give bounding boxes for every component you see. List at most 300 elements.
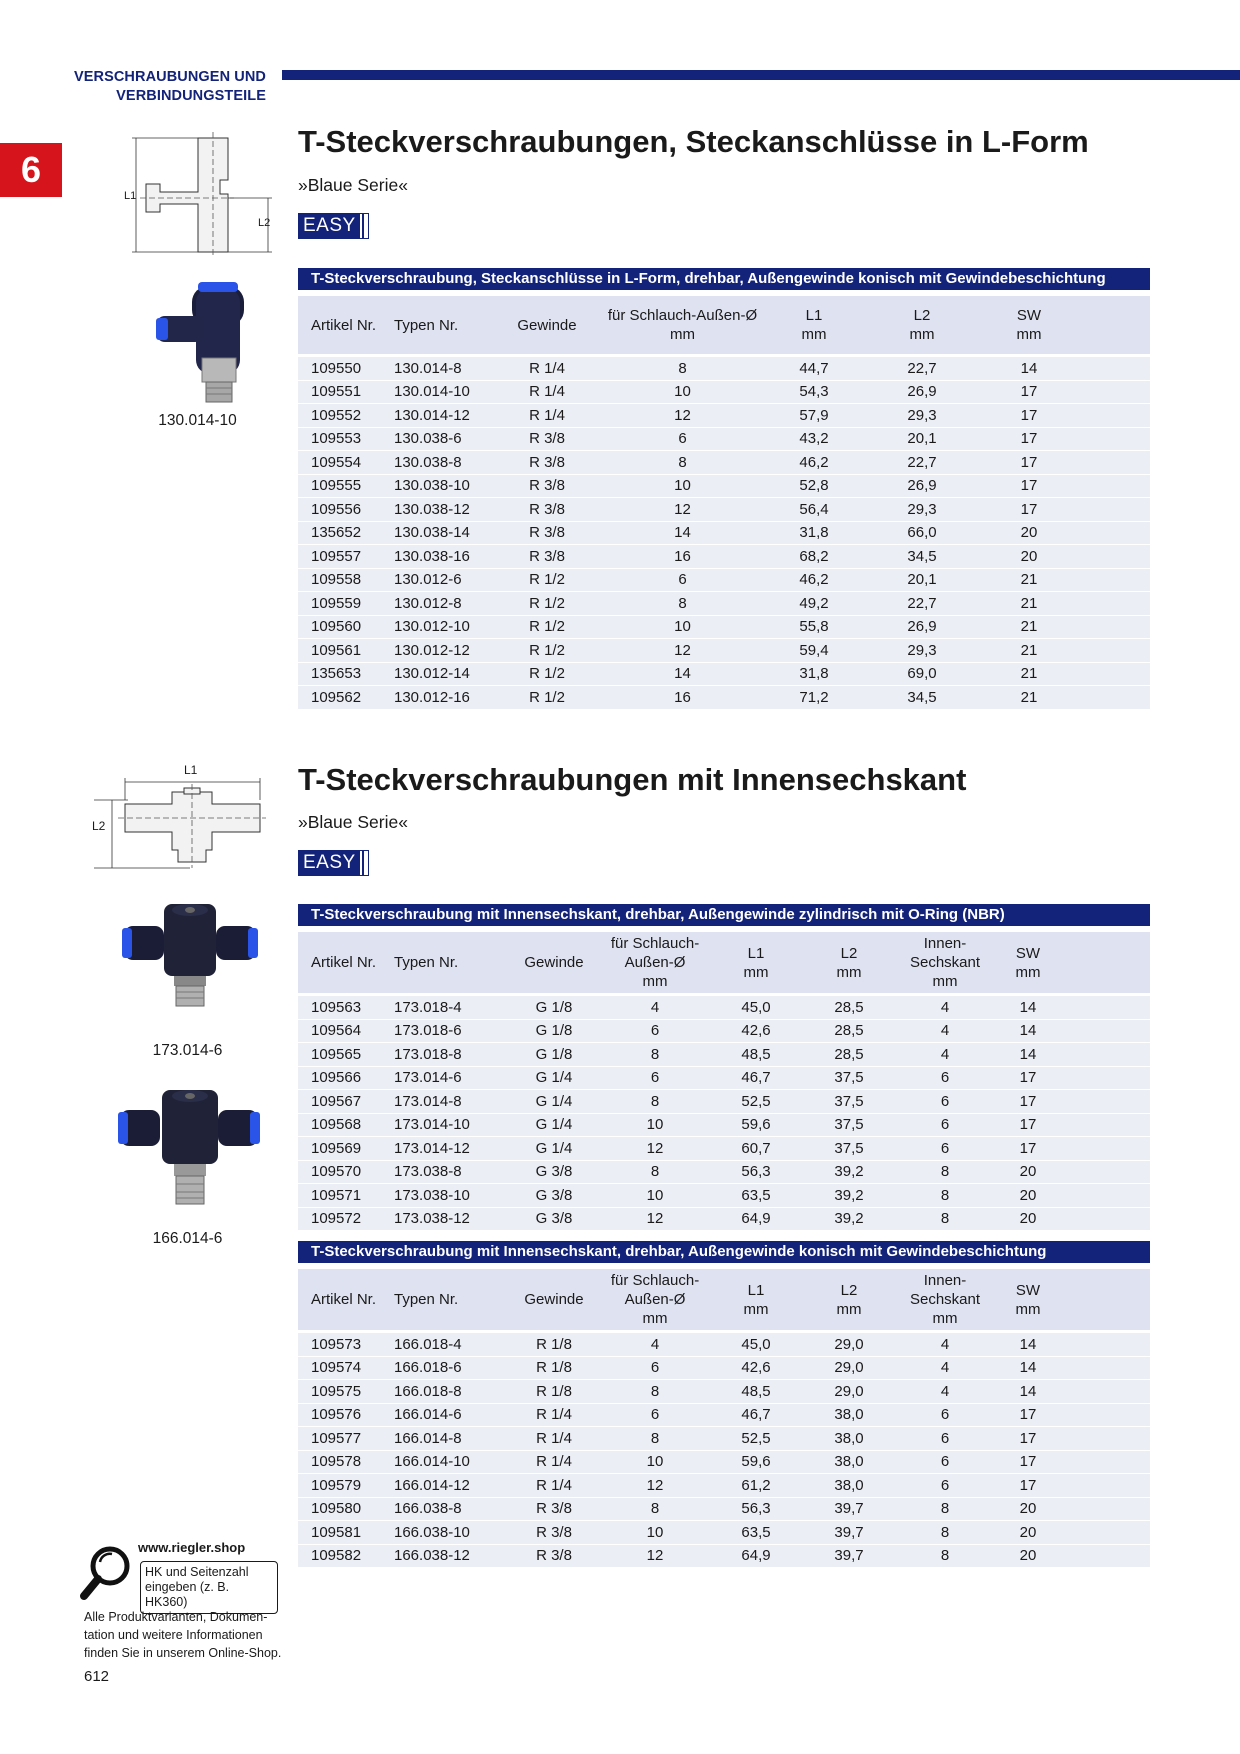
chapter-tab: 6 bbox=[0, 143, 62, 197]
table-cell: 8 bbox=[585, 451, 780, 475]
easy-badge-text: EASY bbox=[299, 214, 360, 238]
table-cell: 21 bbox=[996, 592, 1062, 616]
diagram2-l1-label: L1 bbox=[184, 763, 198, 777]
table-cell: 109551 bbox=[298, 380, 394, 404]
table-cell: 21 bbox=[996, 568, 1062, 592]
table-cell-spacer bbox=[1062, 639, 1150, 663]
table-cell: 130.038-6 bbox=[394, 427, 509, 451]
shop-hint-line1: HK und Seitenzahl bbox=[145, 1565, 249, 1579]
table-cell: 20 bbox=[993, 1207, 1063, 1231]
table-cell: 49,2 bbox=[780, 592, 848, 616]
table-cell: 109576 bbox=[298, 1403, 394, 1427]
table-cell: 29,0 bbox=[801, 1333, 897, 1357]
table-cell: 12 bbox=[585, 498, 780, 522]
table-cell: 4 bbox=[599, 1333, 711, 1357]
table-cell: 60,7 bbox=[711, 1137, 801, 1161]
col-l2-unit: mm bbox=[836, 963, 862, 981]
table-cell-spacer bbox=[1062, 521, 1150, 545]
table-row bbox=[298, 1043, 1150, 1067]
table-cell-spacer bbox=[1063, 1066, 1150, 1090]
table-cell: G 1/8 bbox=[509, 1043, 599, 1067]
table-cell: 39,2 bbox=[801, 1160, 897, 1184]
table-cell: 4 bbox=[897, 1333, 993, 1357]
table2-body bbox=[298, 996, 1150, 1231]
table-cell-spacer bbox=[1062, 662, 1150, 686]
table-cell: 17 bbox=[996, 474, 1062, 498]
table-cell: 109575 bbox=[298, 1380, 394, 1404]
table-cell: R 1/4 bbox=[509, 1474, 599, 1498]
table-cell: 42,6 bbox=[711, 1356, 801, 1380]
table-cell: 28,5 bbox=[801, 996, 897, 1020]
col-l1 bbox=[711, 1269, 801, 1330]
col-gewinde: Gewinde bbox=[524, 1291, 584, 1308]
col-sw-name: SW bbox=[1016, 307, 1042, 324]
table-cell: 14 bbox=[993, 996, 1063, 1020]
table-cell: 38,0 bbox=[801, 1474, 897, 1498]
table-cell: 14 bbox=[993, 1019, 1063, 1043]
col-inn-line2: Sechskant bbox=[909, 954, 981, 971]
col-typen: Typen Nr. bbox=[394, 954, 459, 971]
table-cell: 12 bbox=[585, 404, 780, 428]
top-rule bbox=[282, 70, 1240, 80]
table-cell: 130.012-8 bbox=[394, 592, 509, 616]
table-cell-spacer bbox=[1062, 545, 1150, 569]
table-cell-spacer bbox=[1063, 1497, 1150, 1521]
table-row bbox=[298, 615, 1150, 639]
table-cell: 109568 bbox=[298, 1113, 394, 1137]
table-cell: R 3/8 bbox=[509, 521, 585, 545]
table-cell: 39,2 bbox=[801, 1207, 897, 1231]
table-cell: 173.018-6 bbox=[394, 1019, 509, 1043]
table-cell: 6 bbox=[897, 1474, 993, 1498]
table-cell: 109566 bbox=[298, 1066, 394, 1090]
table-cell: 10 bbox=[585, 474, 780, 498]
table-cell-spacer bbox=[1062, 427, 1150, 451]
table-cell: 109569 bbox=[298, 1137, 394, 1161]
table-cell: 173.018-4 bbox=[394, 996, 509, 1020]
shop-info-line1: Alle Produktvarianten, Dokumen- bbox=[84, 1610, 268, 1624]
shop-hint-line2: eingeben (z. B. HK360) bbox=[145, 1580, 230, 1609]
table-cell: 56,3 bbox=[711, 1160, 801, 1184]
table-cell: 44,7 bbox=[780, 357, 848, 381]
table-cell: 166.038-8 bbox=[394, 1497, 509, 1521]
table-cell: 109574 bbox=[298, 1356, 394, 1380]
col-sw bbox=[993, 1269, 1063, 1330]
table-cell: 6 bbox=[599, 1019, 711, 1043]
table-cell: G 3/8 bbox=[509, 1160, 599, 1184]
table-cell-spacer bbox=[1063, 1403, 1150, 1427]
table-row bbox=[298, 1019, 1150, 1043]
table-cell: 109581 bbox=[298, 1521, 394, 1545]
table-cell: 45,0 bbox=[711, 996, 801, 1020]
table-cell: 46,7 bbox=[711, 1403, 801, 1427]
table-cell: 109572 bbox=[298, 1207, 394, 1231]
table-cell: 6 bbox=[599, 1356, 711, 1380]
table-cell-spacer bbox=[1062, 357, 1150, 381]
table-cell: 21 bbox=[996, 662, 1062, 686]
table-row bbox=[298, 1403, 1150, 1427]
table-cell: R 1/8 bbox=[509, 1333, 599, 1357]
table-cell: 109559 bbox=[298, 592, 394, 616]
table-cell: 130.012-14 bbox=[394, 662, 509, 686]
table-cell: 6 bbox=[897, 1066, 993, 1090]
table-row bbox=[298, 451, 1150, 475]
table-cell: R 1/4 bbox=[509, 1403, 599, 1427]
table-cell: 6 bbox=[897, 1113, 993, 1137]
table-cell-spacer bbox=[1062, 474, 1150, 498]
table-cell: 130.012-12 bbox=[394, 639, 509, 663]
table-cell: 26,9 bbox=[848, 380, 996, 404]
table-cell: 46,2 bbox=[780, 451, 848, 475]
table-cell: 38,0 bbox=[801, 1403, 897, 1427]
table-cell: 28,5 bbox=[801, 1019, 897, 1043]
table-cell: 34,5 bbox=[848, 545, 996, 569]
table-cell: 37,5 bbox=[801, 1066, 897, 1090]
col-sw-unit: mm bbox=[1015, 963, 1041, 981]
table-cell: 12 bbox=[585, 639, 780, 663]
table-cell: R 1/4 bbox=[509, 404, 585, 428]
table-cell: 21 bbox=[996, 615, 1062, 639]
table-cell: 8 bbox=[897, 1544, 993, 1568]
category-heading bbox=[62, 68, 266, 106]
table-cell: 17 bbox=[993, 1137, 1063, 1161]
table-cell: 20 bbox=[993, 1184, 1063, 1208]
col-l1-name: L1 bbox=[805, 307, 823, 324]
section1-series: »Blaue Serie« bbox=[298, 175, 408, 195]
table-cell: 20 bbox=[993, 1544, 1063, 1568]
table-cell: R 1/4 bbox=[509, 1427, 599, 1451]
table-cell: R 3/8 bbox=[509, 474, 585, 498]
table-cell: 166.018-6 bbox=[394, 1356, 509, 1380]
table-cell: 109558 bbox=[298, 568, 394, 592]
table-cell: 109582 bbox=[298, 1544, 394, 1568]
table-cell-spacer bbox=[1062, 568, 1150, 592]
table-row bbox=[298, 1160, 1150, 1184]
table-cell: 8 bbox=[599, 1043, 711, 1067]
col-schlauch bbox=[599, 1269, 711, 1330]
table-cell: 8 bbox=[897, 1160, 993, 1184]
table-cell: 6 bbox=[585, 568, 780, 592]
diagram2-l2-label: L2 bbox=[92, 819, 106, 833]
table-cell: 109564 bbox=[298, 1019, 394, 1043]
table-cell: 10 bbox=[585, 380, 780, 404]
table-cell: 10 bbox=[599, 1450, 711, 1474]
table-cell: 166.038-10 bbox=[394, 1521, 509, 1545]
table-cell: 14 bbox=[585, 662, 780, 686]
table-cell: 6 bbox=[897, 1090, 993, 1114]
table-cell-spacer bbox=[1062, 686, 1150, 710]
table-cell: 166.014-10 bbox=[394, 1450, 509, 1474]
table-cell: R 1/8 bbox=[509, 1380, 599, 1404]
table-cell: 20 bbox=[993, 1160, 1063, 1184]
col-artikel: Artikel Nr. bbox=[311, 954, 377, 971]
col-spacer bbox=[1063, 1269, 1150, 1330]
table-cell: 52,8 bbox=[780, 474, 848, 498]
col-sw-unit: mm bbox=[1016, 326, 1042, 343]
table-row bbox=[298, 1450, 1150, 1474]
table-row bbox=[298, 498, 1150, 522]
table-cell: 22,7 bbox=[848, 451, 996, 475]
table-cell-spacer bbox=[1063, 1090, 1150, 1114]
table-cell: 6 bbox=[897, 1427, 993, 1451]
col-sw-name: SW bbox=[1015, 1281, 1041, 1299]
table-cell-spacer bbox=[1063, 1113, 1150, 1137]
table-cell: 64,9 bbox=[711, 1207, 801, 1231]
table-cell: 63,5 bbox=[711, 1184, 801, 1208]
table-cell: 4 bbox=[897, 1356, 993, 1380]
table-cell: 109561 bbox=[298, 639, 394, 663]
table-cell: R 3/8 bbox=[509, 1521, 599, 1545]
table-cell: 130.038-12 bbox=[394, 498, 509, 522]
table-cell: G 3/8 bbox=[509, 1207, 599, 1231]
col-schlauch-line2: Außen-Ø bbox=[624, 954, 686, 971]
table-row bbox=[298, 1544, 1150, 1568]
col-l2-unit: mm bbox=[836, 1300, 862, 1318]
table-cell: 20 bbox=[996, 545, 1062, 569]
table-cell: 166.014-12 bbox=[394, 1474, 509, 1498]
shop-url-link[interactable]: www.riegler.shop bbox=[138, 1540, 246, 1555]
table-row bbox=[298, 1356, 1150, 1380]
l-form-dimension-diagram bbox=[122, 132, 282, 262]
col-sw-name: SW bbox=[1015, 944, 1041, 962]
diagram-l2-label: L2 bbox=[258, 217, 271, 229]
table-cell: 17 bbox=[996, 451, 1062, 475]
table-cell: 17 bbox=[993, 1474, 1063, 1498]
table-cell: 17 bbox=[996, 427, 1062, 451]
table-row bbox=[298, 686, 1150, 710]
col-sw bbox=[996, 296, 1062, 354]
table-cell: R 1/2 bbox=[509, 615, 585, 639]
table-cell: 173.014-10 bbox=[394, 1113, 509, 1137]
table-cell: 109577 bbox=[298, 1427, 394, 1451]
table-cell: 109565 bbox=[298, 1043, 394, 1067]
table-row bbox=[298, 1090, 1150, 1114]
table-row bbox=[298, 521, 1150, 545]
col-typen: Typen Nr. bbox=[394, 316, 459, 334]
table-cell: G 1/4 bbox=[509, 1090, 599, 1114]
table-cell: 17 bbox=[993, 1113, 1063, 1137]
col-l1-unit: mm bbox=[743, 963, 769, 981]
table-cell: 26,9 bbox=[848, 615, 996, 639]
table-cell: R 3/8 bbox=[509, 1544, 599, 1568]
table-header-row bbox=[298, 1269, 1150, 1330]
col-l2-unit: mm bbox=[909, 326, 935, 343]
table-cell: 61,2 bbox=[711, 1474, 801, 1498]
table-row bbox=[298, 380, 1150, 404]
table-cell: 4 bbox=[897, 1380, 993, 1404]
section1-easy-badge bbox=[298, 213, 369, 239]
table-cell: R 1/2 bbox=[509, 686, 585, 710]
table-cell-spacer bbox=[1062, 404, 1150, 428]
table-cell: 31,8 bbox=[780, 521, 848, 545]
category-line-1: VERSCHRAUBUNGEN UND bbox=[73, 69, 266, 85]
shop-info-line2: tation und weitere Informationen bbox=[84, 1628, 263, 1642]
table-cell: 8 bbox=[585, 357, 780, 381]
table-cell: 29,0 bbox=[801, 1380, 897, 1404]
table-cell: R 1/2 bbox=[509, 662, 585, 686]
col-l1 bbox=[711, 932, 801, 993]
table-row bbox=[298, 662, 1150, 686]
table-cell: 8 bbox=[897, 1497, 993, 1521]
table-cell: R 1/2 bbox=[509, 592, 585, 616]
table-cell: 173.018-8 bbox=[394, 1043, 509, 1067]
table-cell: 109550 bbox=[298, 357, 394, 381]
table-cell-spacer bbox=[1062, 498, 1150, 522]
table-cell: 130.012-10 bbox=[394, 615, 509, 639]
table-cell: 55,8 bbox=[780, 615, 848, 639]
table-row bbox=[298, 1184, 1150, 1208]
table-cell: 6 bbox=[897, 1403, 993, 1427]
table-cell-spacer bbox=[1063, 1356, 1150, 1380]
table-cell: G 1/8 bbox=[509, 1019, 599, 1043]
table-cell: 135653 bbox=[298, 662, 394, 686]
shop-info-line3: finden Sie in unserem Online-Shop. bbox=[84, 1646, 282, 1660]
table-cell: 130.014-10 bbox=[394, 380, 509, 404]
table-cell: 29,3 bbox=[848, 639, 996, 663]
table-cell: 166.018-4 bbox=[394, 1333, 509, 1357]
table-cell: 14 bbox=[993, 1356, 1063, 1380]
table-cell-spacer bbox=[1063, 1380, 1150, 1404]
table-cell: R 3/8 bbox=[509, 451, 585, 475]
table-cell: 34,5 bbox=[848, 686, 996, 710]
table-cell: 12 bbox=[599, 1137, 711, 1161]
table-cell: 12 bbox=[599, 1544, 711, 1568]
col-spacer bbox=[1062, 296, 1150, 354]
table-cell: 8 bbox=[599, 1427, 711, 1451]
col-inn-line1: Innen- bbox=[923, 935, 967, 952]
table-cell: 54,3 bbox=[780, 380, 848, 404]
table-cell: 29,0 bbox=[801, 1356, 897, 1380]
table-cell: 12 bbox=[599, 1474, 711, 1498]
table-row bbox=[298, 404, 1150, 428]
col-l2 bbox=[848, 296, 996, 354]
table-cell: 109563 bbox=[298, 996, 394, 1020]
table-cell: 173.038-8 bbox=[394, 1160, 509, 1184]
table-cell: 17 bbox=[993, 1066, 1063, 1090]
table-cell: 56,3 bbox=[711, 1497, 801, 1521]
table-cell: 17 bbox=[993, 1427, 1063, 1451]
col-schlauch-line2: mm bbox=[670, 326, 695, 343]
col-schlauch bbox=[599, 932, 711, 993]
table-cell: 109570 bbox=[298, 1160, 394, 1184]
table-cell: 14 bbox=[996, 357, 1062, 381]
easy-badge-bar bbox=[362, 214, 368, 238]
col-l1-name: L1 bbox=[747, 1281, 765, 1299]
table-cell: 29,3 bbox=[848, 404, 996, 428]
table-row bbox=[298, 996, 1150, 1020]
table-cell: 8 bbox=[585, 592, 780, 616]
table-cell: 16 bbox=[585, 686, 780, 710]
table1-title: T-Steckverschraubung, Steckanschlüsse in L-Form, drehbar, Außengewinde konisch mit Gewindebeschichtung bbox=[298, 268, 1150, 290]
table-cell: 43,2 bbox=[780, 427, 848, 451]
image-label-130-014-10: 130.014-10 bbox=[158, 412, 237, 429]
table-cell: 109573 bbox=[298, 1333, 394, 1357]
table-cell: 166.014-8 bbox=[394, 1427, 509, 1451]
table-cell: 109555 bbox=[298, 474, 394, 498]
table-cell: 20 bbox=[993, 1521, 1063, 1545]
table-cell: 26,9 bbox=[848, 474, 996, 498]
col-inn-line1: Innen- bbox=[923, 1272, 967, 1289]
table-cell: 14 bbox=[585, 521, 780, 545]
table-cell: 109578 bbox=[298, 1450, 394, 1474]
table-166-series bbox=[298, 1269, 1150, 1568]
table-cell: 8 bbox=[897, 1184, 993, 1208]
table-cell: 20,1 bbox=[848, 427, 996, 451]
col-sw-unit: mm bbox=[1015, 1300, 1041, 1318]
table-cell: R 3/8 bbox=[509, 498, 585, 522]
table-cell-spacer bbox=[1062, 615, 1150, 639]
table-cell: 56,4 bbox=[780, 498, 848, 522]
table-cell: 12 bbox=[599, 1207, 711, 1231]
table-cell: 6 bbox=[585, 427, 780, 451]
table-cell: 109571 bbox=[298, 1184, 394, 1208]
table-cell: 109580 bbox=[298, 1497, 394, 1521]
table-cell-spacer bbox=[1063, 1019, 1150, 1043]
table-cell: G 1/8 bbox=[509, 996, 599, 1020]
table-cell: 130.038-10 bbox=[394, 474, 509, 498]
table-cell-spacer bbox=[1063, 1184, 1150, 1208]
table-cell: 17 bbox=[996, 380, 1062, 404]
table-cell: 6 bbox=[599, 1066, 711, 1090]
table-cell: 130.012-6 bbox=[394, 568, 509, 592]
col-l2 bbox=[801, 1269, 897, 1330]
table-cell: 8 bbox=[599, 1090, 711, 1114]
table-cell: 38,0 bbox=[801, 1427, 897, 1451]
col-schlauch-line1: für Schlauch-Außen-Ø bbox=[607, 307, 758, 324]
table-cell: 46,2 bbox=[780, 568, 848, 592]
table-cell: 4 bbox=[897, 1043, 993, 1067]
col-l1-name: L1 bbox=[747, 944, 765, 962]
table-cell: 59,4 bbox=[780, 639, 848, 663]
table-cell: 6 bbox=[897, 1137, 993, 1161]
col-schlauch-line2: Außen-Ø bbox=[624, 1291, 686, 1308]
easy-badge-bar bbox=[362, 851, 368, 875]
table-cell: 28,5 bbox=[801, 1043, 897, 1067]
table-cell: 166.014-6 bbox=[394, 1403, 509, 1427]
table-cell: 109556 bbox=[298, 498, 394, 522]
col-spacer bbox=[1063, 932, 1150, 993]
table-cell: 39,7 bbox=[801, 1497, 897, 1521]
easy-badge-text: EASY bbox=[299, 851, 360, 875]
col-artikel: Artikel Nr. bbox=[311, 316, 377, 334]
table-cell: G 1/4 bbox=[509, 1113, 599, 1137]
table-cell-spacer bbox=[1062, 592, 1150, 616]
section2-title: T-Steckverschraubungen mit Innensechskant bbox=[298, 762, 967, 797]
table-row bbox=[298, 592, 1150, 616]
table-cell: 109560 bbox=[298, 615, 394, 639]
product-image-130-014-10 bbox=[150, 278, 260, 408]
diagram-l1-label: L1 bbox=[124, 190, 137, 202]
product-image-166-014-6 bbox=[116, 1088, 264, 1210]
table-cell: R 1/4 bbox=[509, 357, 585, 381]
table-cell: 109554 bbox=[298, 451, 394, 475]
table-cell: 29,3 bbox=[848, 498, 996, 522]
table-cell: R 1/8 bbox=[509, 1356, 599, 1380]
table-cell: 4 bbox=[897, 996, 993, 1020]
col-innensechskant bbox=[897, 1269, 993, 1330]
table-cell: 37,5 bbox=[801, 1090, 897, 1114]
table-cell: 14 bbox=[993, 1043, 1063, 1067]
table-cell-spacer bbox=[1063, 1333, 1150, 1357]
col-l1 bbox=[780, 296, 848, 354]
table-cell: 10 bbox=[599, 1113, 711, 1137]
table-row bbox=[298, 1521, 1150, 1545]
col-innensechskant bbox=[897, 932, 993, 993]
table-cell-spacer bbox=[1063, 1207, 1150, 1231]
table-cell: R 3/8 bbox=[509, 427, 585, 451]
table-cell: 173.014-12 bbox=[394, 1137, 509, 1161]
table-cell: 166.038-12 bbox=[394, 1544, 509, 1568]
